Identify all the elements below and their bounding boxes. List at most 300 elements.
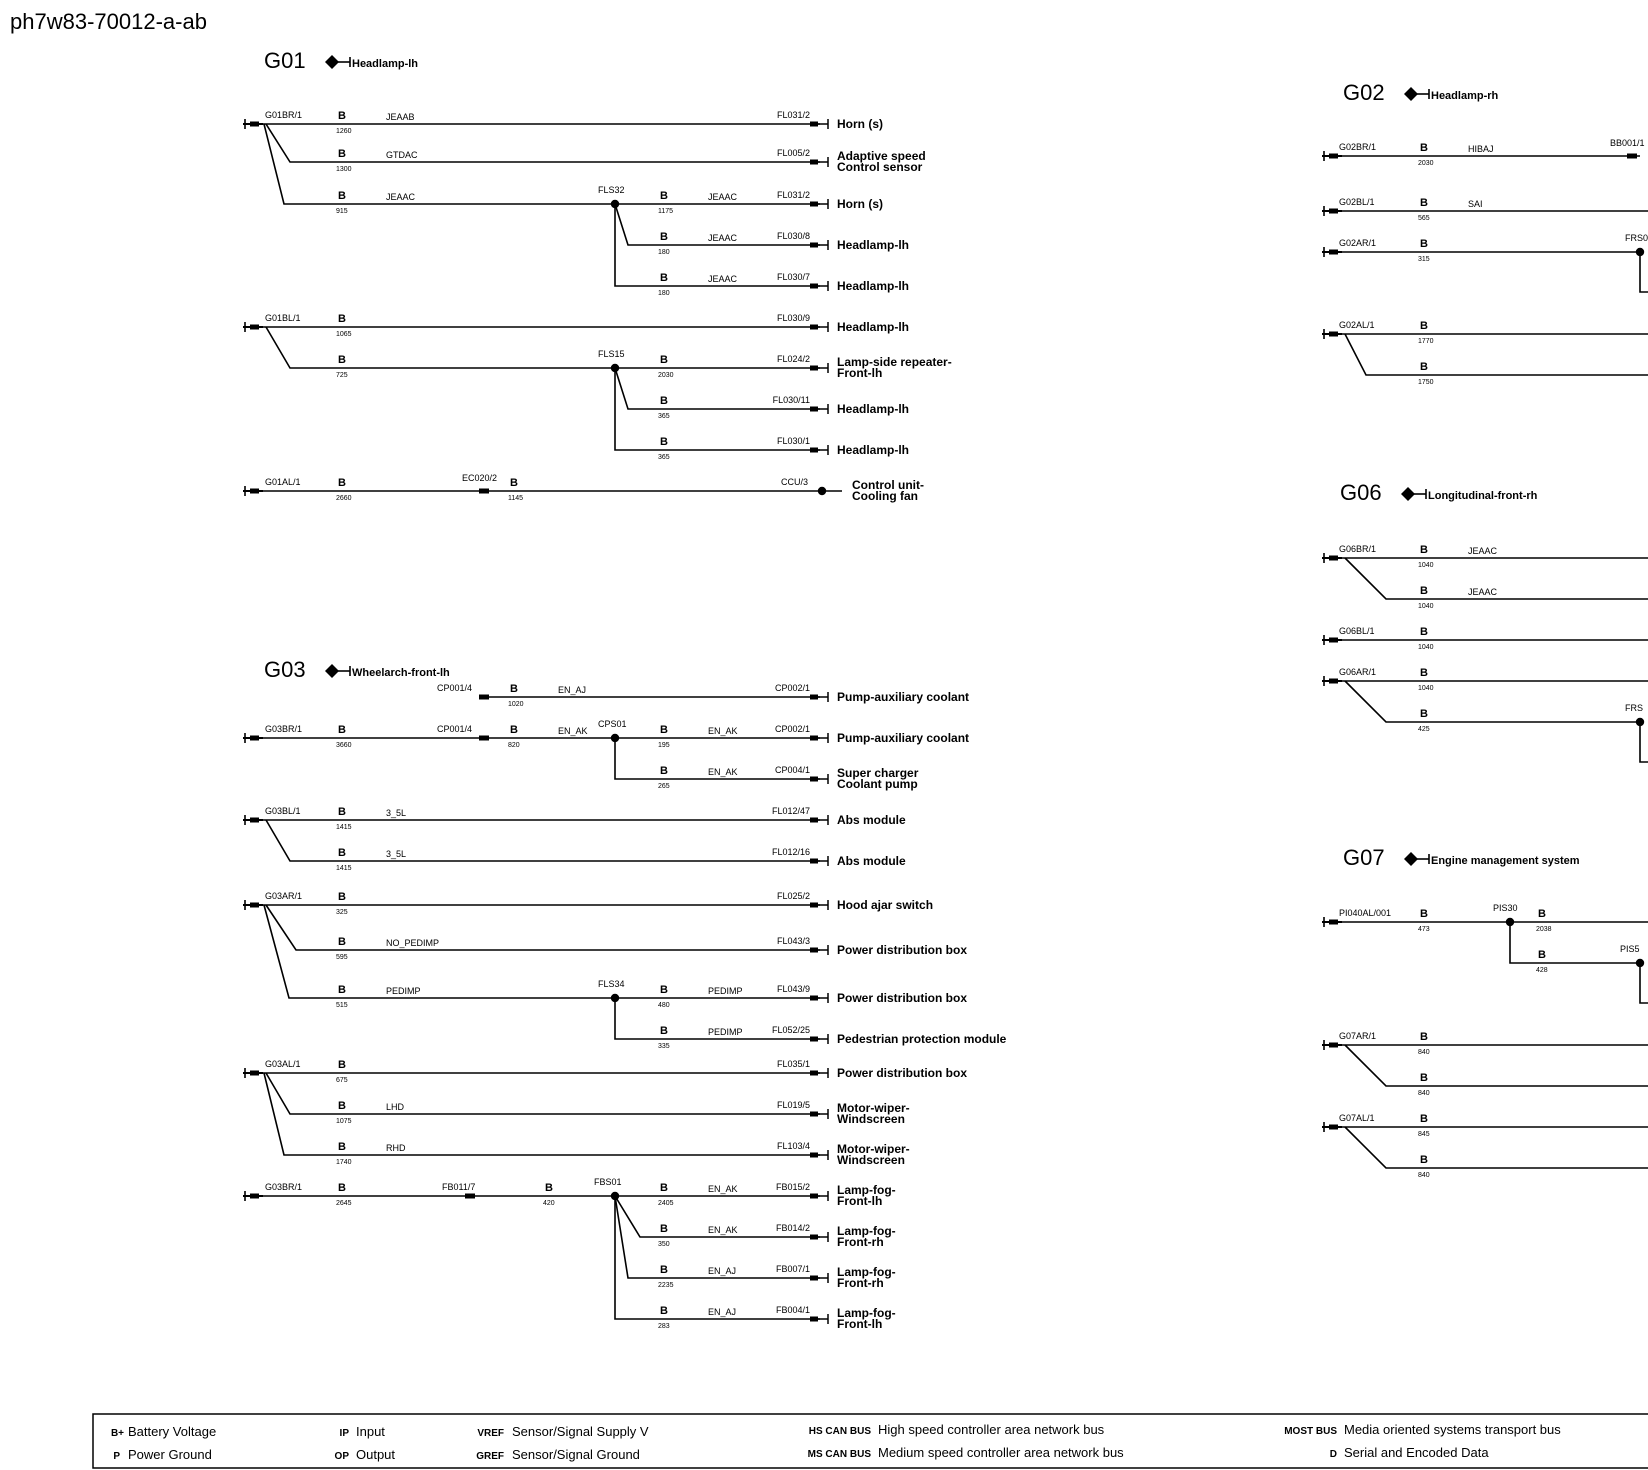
source-pin: G03BR/1 — [265, 1182, 303, 1192]
inline-connector-icon — [479, 695, 489, 700]
wire-color: B — [338, 936, 346, 948]
destination-label: Windscreen — [837, 1112, 905, 1126]
splice-id: FLS32 — [598, 185, 625, 195]
wire-cross-section: 840 — [1418, 1172, 1430, 1179]
connector-pin: FL052/25 — [771, 1025, 810, 1035]
wire-color: B — [338, 724, 346, 736]
destination-label: Headlamp-lh — [837, 443, 910, 457]
wire-color: B — [338, 110, 346, 122]
group-desc-g07: Engine management system — [1431, 855, 1580, 867]
legend-desc: Input — [356, 1424, 385, 1439]
group-desc-g06: Longitudinal-front-rh — [1428, 490, 1538, 502]
wire-color: B — [338, 1141, 346, 1153]
legend-key: MS CAN BUS — [807, 1449, 871, 1460]
pin-terminal-icon — [810, 945, 828, 955]
wire-color: B — [338, 1100, 346, 1112]
wire-color: B — [1538, 949, 1546, 961]
harness-code: JEAAC — [708, 233, 738, 243]
wire-color: B — [660, 1025, 668, 1037]
wire-cross-section: 2030 — [1418, 160, 1434, 167]
harness-code: SAI — [1468, 199, 1483, 209]
pin-terminal-icon — [810, 363, 828, 373]
wire-cross-section: 725 — [336, 372, 348, 379]
wire-segment — [1510, 922, 1640, 963]
legend-key: IP — [339, 1428, 349, 1439]
destination-label: Cooling fan — [852, 489, 918, 503]
wire-cross-section: 2405 — [658, 1200, 674, 1207]
inline-connector-id: CP001/4 — [436, 683, 472, 693]
wire-cross-section: 820 — [508, 742, 520, 749]
wire-cross-section: 1750 — [1418, 379, 1434, 386]
harness-code: EN_AK — [708, 1184, 738, 1194]
source-pin: G06AR/1 — [1339, 667, 1377, 677]
wire-color: B — [1420, 1031, 1428, 1043]
legend-desc: Battery Voltage — [128, 1424, 217, 1439]
destination-label: Motor-wiper- — [837, 1142, 910, 1156]
harness-code: NO_PEDIMP — [386, 938, 440, 948]
destination-label: Front-lh — [837, 1194, 883, 1208]
wire-color: B — [338, 477, 346, 489]
pin-terminal-icon — [810, 1150, 828, 1160]
source-pin: G01AL/1 — [265, 477, 301, 487]
destination-label: Lamp-fog- — [837, 1265, 896, 1279]
wire-cross-section: 180 — [658, 249, 670, 256]
wire-color: B — [338, 984, 346, 996]
wire-color: B — [1420, 361, 1428, 373]
wire-cross-section: 840 — [1418, 1090, 1430, 1097]
connector-pin: FB014/2 — [775, 1223, 810, 1233]
group-title-g06: G06 — [1340, 480, 1382, 505]
legend-desc: Media oriented systems transport bus — [1344, 1422, 1561, 1437]
wire-cross-section: 1415 — [336, 865, 352, 872]
harness-code: EN_AK — [708, 1225, 738, 1235]
wire-color: B — [1420, 197, 1428, 209]
wire-cross-section: 315 — [1418, 256, 1430, 263]
legend-key: D — [1329, 1449, 1337, 1460]
wire-color: B — [660, 272, 668, 284]
wire-color: B — [660, 724, 668, 736]
pin-terminal-icon — [810, 157, 828, 167]
destination-label: Windscreen — [837, 1153, 905, 1167]
connector-pin: FB004/1 — [775, 1305, 810, 1315]
source-pin: G07AR/1 — [1339, 1031, 1377, 1041]
splice-id: CPS01 — [598, 719, 627, 729]
source-pin: G01BR/1 — [265, 110, 303, 120]
wire-color: B — [660, 1223, 668, 1235]
wire-cross-section: 428 — [1536, 967, 1548, 974]
connector-pin: FL024/2 — [776, 354, 810, 364]
harness-code: JEAAB — [386, 112, 415, 122]
connector-pin: CP002/1 — [774, 683, 810, 693]
wire-color: B — [660, 395, 668, 407]
wire-cross-section: 1040 — [1418, 603, 1434, 610]
destination-label: Front-rh — [837, 1235, 884, 1249]
legend-desc: Sensor/Signal Supply V — [512, 1424, 649, 1439]
harness-code: GTDAC — [386, 150, 418, 160]
destination-label: Headlamp-lh — [837, 238, 910, 252]
wire-cross-section: 180 — [658, 290, 670, 297]
wire-cross-section: 675 — [336, 1077, 348, 1084]
connector-pin: CCU/3 — [780, 477, 808, 487]
harness-code: EN_AJ — [708, 1307, 737, 1317]
destination-label: Pedestrian protection module — [837, 1032, 1007, 1046]
harness-code: EN_AJ — [708, 1266, 737, 1276]
legend-desc: High speed controller area network bus — [878, 1422, 1105, 1437]
harness-code: PEDIMP — [708, 1027, 743, 1037]
source-pin: G03AL/1 — [265, 1059, 301, 1069]
wire-color: B — [660, 1305, 668, 1317]
harness-code: EN_AJ — [558, 685, 587, 695]
source-pin: G03BL/1 — [265, 806, 301, 816]
destination-label: Control sensor — [837, 160, 923, 174]
wire-color: B — [660, 436, 668, 448]
harness-code: PEDIMP — [386, 986, 421, 996]
pin-terminal-icon — [810, 281, 828, 291]
pin-terminal-icon — [810, 1034, 828, 1044]
destination-label: Abs module — [837, 854, 906, 868]
wire-color: B — [338, 1182, 346, 1194]
wire-cross-section: 265 — [658, 783, 670, 790]
connector-pin: FL019/5 — [776, 1100, 810, 1110]
legend-desc: Power Ground — [128, 1447, 212, 1462]
source-pin: G06BL/1 — [1339, 626, 1375, 636]
destination-label: Headlamp-lh — [837, 279, 910, 293]
pin-terminal-icon — [810, 1109, 828, 1119]
connector-pin: FB007/1 — [775, 1264, 810, 1274]
legend-desc: Sensor/Signal Ground — [512, 1447, 640, 1462]
wire-color: B — [338, 313, 346, 325]
wire-color: B — [660, 231, 668, 243]
source-pin: G03BR/1 — [265, 724, 303, 734]
connector-pin: BB001/1 — [1610, 138, 1645, 148]
wire-cross-section: 1260 — [336, 128, 352, 135]
connector-pin: FL103/4 — [776, 1141, 810, 1151]
source-pin: G02BR/1 — [1339, 142, 1377, 152]
wire-cross-section: 595 — [336, 954, 348, 961]
wire-cross-section: 845 — [1418, 1131, 1430, 1138]
destination-label: Lamp-fog- — [837, 1224, 896, 1238]
legend-key: MOST BUS — [1284, 1426, 1337, 1437]
wire-color: B — [338, 847, 346, 859]
pin-terminal-icon — [810, 1232, 828, 1242]
harness-code: HIBAJ — [1468, 144, 1494, 154]
source-pin: PI040AL/001 — [1339, 908, 1392, 918]
wire-color: B — [1420, 320, 1428, 332]
wire-color: B — [338, 190, 346, 202]
wire-cross-section: 1175 — [658, 208, 674, 215]
legend-key: B+ — [110, 1428, 124, 1439]
destination-label: Control unit- — [852, 478, 924, 492]
wire-color: B — [510, 724, 518, 736]
harness-code: JEAAC — [1468, 587, 1498, 597]
wire-cross-section: 2235 — [658, 1282, 674, 1289]
wire-color: B — [1420, 1113, 1428, 1125]
wire-cross-section: 1740 — [336, 1159, 352, 1166]
splice-id: PIS30 — [1493, 903, 1518, 913]
wire-color: B — [660, 190, 668, 202]
wire-color: B — [1420, 238, 1428, 250]
wire-cross-section: 515 — [336, 1002, 348, 1009]
legend-key: P — [113, 1451, 120, 1462]
connector-pin: FL035/1 — [776, 1059, 810, 1069]
wire-segment — [264, 905, 615, 998]
pin-terminal-icon — [810, 900, 828, 910]
wire-color: B — [1538, 908, 1546, 920]
pin-terminal-icon — [810, 774, 828, 784]
location-diamond-icon — [1404, 852, 1429, 866]
pin-terminal-icon — [810, 1191, 828, 1201]
harness-code: JEAAC — [386, 192, 416, 202]
source-pin: G02BL/1 — [1339, 197, 1375, 207]
source-pin: G01BL/1 — [265, 313, 301, 323]
group-title-g01: G01 — [264, 48, 306, 73]
harness-code: JEAAC — [708, 274, 738, 284]
wire-color: B — [660, 1264, 668, 1276]
wire-color: B — [1420, 585, 1428, 597]
splice-id: FRS0 — [1625, 233, 1648, 243]
inline-connector-icon — [479, 736, 489, 741]
wire-color: B — [338, 148, 346, 160]
connector-pin: FB015/2 — [775, 1182, 810, 1192]
connector-pin: CP004/1 — [774, 765, 810, 775]
pin-terminal-icon — [810, 445, 828, 455]
wire-color: B — [1420, 626, 1428, 638]
wire-segment — [266, 1073, 820, 1114]
legend-key: GREF — [476, 1451, 504, 1462]
legend-key: HS CAN BUS — [808, 1426, 871, 1437]
wire-cross-section: 2660 — [336, 495, 352, 502]
wire-segment — [1345, 334, 1648, 375]
harness-code: EN_AK — [558, 726, 588, 736]
pin-terminal-icon — [810, 856, 828, 866]
wire-color: B — [660, 1182, 668, 1194]
wire-cross-section: 915 — [336, 208, 348, 215]
destination-label: Power distribution box — [837, 1066, 968, 1080]
splice-id: FRS — [1625, 703, 1643, 713]
pin-terminal-icon — [810, 1273, 828, 1283]
wire-color: B — [338, 806, 346, 818]
destination-label: Hood ajar switch — [837, 898, 934, 912]
destination-label: Adaptive speed — [837, 149, 926, 163]
inline-connector-icon — [465, 1194, 475, 1199]
destination-label: Front-lh — [837, 366, 883, 380]
harness-code: RHD — [386, 1143, 406, 1153]
destination-label: Coolant pump — [837, 777, 918, 791]
wire-cross-section: 1065 — [336, 331, 352, 338]
wire-color: B — [1420, 708, 1428, 720]
destination-label: Lamp-side repeater- — [837, 355, 952, 369]
location-diamond-icon — [325, 55, 350, 69]
destination-label: Front-rh — [837, 1276, 884, 1290]
legend-key: VREF — [477, 1428, 504, 1439]
wire-color: B — [545, 1182, 553, 1194]
wire-cross-section: 1040 — [1418, 562, 1434, 569]
wire-cross-section: 2030 — [658, 372, 674, 379]
wire-cross-section: 480 — [658, 1002, 670, 1009]
wire-segment — [264, 124, 615, 204]
harness-code: LHD — [386, 1102, 405, 1112]
group-title-g02: G02 — [1343, 80, 1385, 105]
splice-id: FBS01 — [594, 1177, 622, 1187]
connector-pin: FL030/9 — [776, 313, 810, 323]
destination-label: Motor-wiper- — [837, 1101, 910, 1115]
wire-segment — [266, 905, 820, 950]
location-diamond-icon — [325, 664, 350, 678]
wire-cross-section: 1770 — [1418, 338, 1434, 345]
source-pin: G02AR/1 — [1339, 238, 1377, 248]
wire-cross-section: 1040 — [1418, 644, 1434, 651]
wire-segment — [1640, 252, 1648, 292]
splice-id: FLS15 — [598, 349, 625, 359]
destination-label: Front-lh — [837, 1317, 883, 1331]
wire-cross-section: 2038 — [1536, 926, 1552, 933]
pin-terminal-icon — [810, 119, 828, 129]
wire-cross-section: 365 — [658, 413, 670, 420]
wire-cross-section: 420 — [543, 1200, 555, 1207]
wire-color: B — [510, 477, 518, 489]
wire-color: B — [1420, 667, 1428, 679]
wire-color: B — [1420, 544, 1428, 556]
splice-id: FLS34 — [598, 979, 625, 989]
connector-pin: FL031/2 — [776, 190, 810, 200]
wire-cross-section: 425 — [1418, 726, 1430, 733]
legend-desc: Output — [356, 1447, 396, 1462]
wire-cross-section: 335 — [658, 1043, 670, 1050]
harness-code: JEAAC — [708, 192, 738, 202]
pin-terminal-icon — [810, 993, 828, 1003]
connector-pin: FL030/7 — [776, 272, 810, 282]
connector-pin: FL030/1 — [776, 436, 810, 446]
wire-segment — [1345, 1127, 1648, 1168]
connector-pin: FL043/9 — [776, 984, 810, 994]
wire-cross-section: 365 — [658, 454, 670, 461]
inline-connector-icon — [479, 489, 489, 494]
legend-desc: Serial and Encoded Data — [1344, 1445, 1489, 1460]
wire-cross-section: 1075 — [336, 1118, 352, 1125]
destination-label: Pump-auxiliary coolant — [837, 690, 970, 704]
wire-segment — [1345, 1045, 1648, 1086]
destination-label: Horn (s) — [837, 197, 883, 211]
wire-cross-section: 565 — [1418, 215, 1430, 222]
connector-pin: FL012/47 — [771, 806, 810, 816]
pin-terminal-icon — [810, 1314, 828, 1324]
wire-color: B — [660, 984, 668, 996]
pin-terminal-icon — [810, 404, 828, 414]
wire-cross-section: 1300 — [336, 166, 352, 173]
connector-pin: FL012/16 — [771, 847, 810, 857]
splice-id: PIS5 — [1620, 944, 1640, 954]
source-pin: G03AR/1 — [265, 891, 303, 901]
wire-color: B — [1420, 1072, 1428, 1084]
location-diamond-icon — [1401, 487, 1426, 501]
wire-cross-section: 1145 — [508, 495, 524, 502]
wire-cross-section: 1040 — [1418, 685, 1434, 692]
source-pin: G07AL/1 — [1339, 1113, 1375, 1123]
destination-label: Super charger — [837, 766, 919, 780]
pin-terminal-icon — [810, 322, 828, 332]
pin-terminal-icon — [810, 1068, 828, 1078]
inline-connector-id: CP001/4 — [436, 724, 472, 734]
connector-pin: FL031/2 — [776, 110, 810, 120]
source-pin: G02AL/1 — [1339, 320, 1375, 330]
legend-key: OP — [334, 1451, 349, 1462]
wire-cross-section: 2645 — [336, 1200, 352, 1207]
connector-pin: FL030/11 — [772, 395, 810, 405]
wire-cross-section: 840 — [1418, 1049, 1430, 1056]
harness-code: 3_5L — [386, 849, 407, 859]
inline-connector-id: FB011/7 — [442, 1182, 476, 1192]
destination-label: Lamp-fog- — [837, 1183, 896, 1197]
group-desc-g03: Wheelarch-front-lh — [352, 667, 450, 679]
group-desc-g01: Headlamp-lh — [352, 58, 419, 70]
group-desc-g02: Headlamp-rh — [1431, 90, 1499, 102]
source-pin: G06BR/1 — [1339, 544, 1377, 554]
harness-code: 3_5L — [386, 808, 407, 818]
wire-segment — [1640, 963, 1648, 1003]
wire-cross-section: 325 — [336, 909, 348, 916]
wire-cross-section: 473 — [1418, 926, 1430, 933]
pin-terminal-icon — [810, 199, 828, 209]
harness-code: EN_AK — [708, 726, 738, 736]
destination-label: Pump-auxiliary coolant — [837, 731, 970, 745]
wire-cross-section: 195 — [658, 742, 670, 749]
wire-color: B — [1420, 1154, 1428, 1166]
wire-segment — [615, 1196, 820, 1319]
destination-label: Headlamp-lh — [837, 402, 910, 416]
connector-pin: FL043/3 — [776, 936, 810, 946]
wire-cross-section: 350 — [658, 1241, 670, 1248]
wire-color: B — [510, 683, 518, 695]
wire-color: B — [338, 891, 346, 903]
wire-cross-section: 283 — [658, 1323, 670, 1330]
inline-connector-icon — [1627, 154, 1637, 159]
pin-terminal-icon — [810, 240, 828, 250]
location-diamond-icon — [1404, 87, 1429, 101]
wire-color: B — [338, 354, 346, 366]
connector-pin: FL025/2 — [776, 891, 810, 901]
pin-terminal-icon — [810, 692, 828, 702]
group-title-g03: G03 — [264, 657, 306, 682]
wire-cross-section: 3660 — [336, 742, 352, 749]
wire-color: B — [660, 354, 668, 366]
destination-label: Power distribution box — [837, 991, 968, 1005]
connector-pin: CP002/1 — [774, 724, 810, 734]
group-title-g07: G07 — [1343, 845, 1385, 870]
wire-color: B — [338, 1059, 346, 1071]
legend-desc: Medium speed controller area network bus — [878, 1445, 1124, 1460]
destination-label: Abs module — [837, 813, 906, 827]
connector-pin: FL030/8 — [776, 231, 810, 241]
harness-code: EN_AK — [708, 767, 738, 777]
destination-label: Headlamp-lh — [837, 320, 910, 334]
wire-cross-section: 1020 — [508, 701, 524, 708]
document-id: ph7w83-70012-a-ab — [10, 9, 207, 34]
wire-segment — [1640, 722, 1648, 762]
wire-segment — [1345, 681, 1640, 722]
wire-segment — [266, 327, 615, 368]
inline-connector-id: EC020/2 — [462, 473, 498, 483]
destination-label: Horn (s) — [837, 117, 883, 131]
connector-pin: FL005/2 — [776, 148, 810, 158]
harness-code: JEAAC — [1468, 546, 1498, 556]
wire-cross-section: 1415 — [336, 824, 352, 831]
wire-color: B — [660, 765, 668, 777]
harness-code: PEDIMP — [708, 986, 743, 996]
pin-terminal-icon — [810, 733, 828, 743]
destination-label: Power distribution box — [837, 943, 968, 957]
wire-color: B — [1420, 908, 1428, 920]
pin-terminal-icon — [810, 815, 828, 825]
